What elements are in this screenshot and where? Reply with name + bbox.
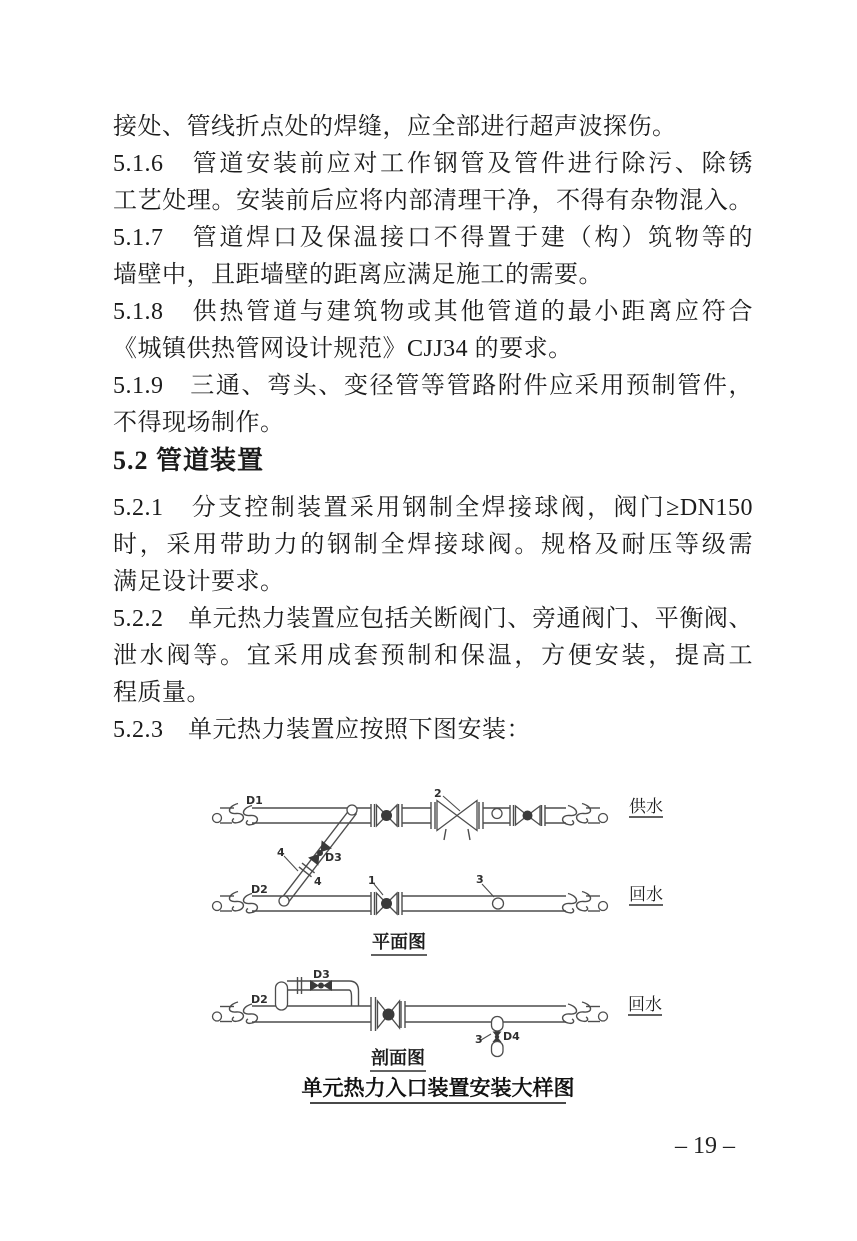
return-pipe <box>213 892 608 913</box>
section-return-pipe <box>213 1002 608 1023</box>
callout-1: 1 <box>368 874 376 887</box>
instrument-port-symbol <box>492 809 502 819</box>
pipe-break-symbol <box>563 1002 608 1023</box>
diagram-title: 单元热力入口装置安装大样图 <box>301 1076 575 1100</box>
text-line: 5.2.3 单元热力装置应按照下图安装： <box>113 717 531 743</box>
return-water-label: 回水 <box>629 885 663 904</box>
section-view-caption: 剖面图 <box>371 1048 425 1068</box>
bypass-pipe <box>279 805 357 906</box>
callout-4: 4 <box>314 875 322 888</box>
text-line: 程质量。 <box>113 680 211 706</box>
page-number: – 19 – <box>675 1133 735 1159</box>
callout-2: 2 <box>434 787 442 800</box>
text-line: 5.2.2 单元热力装置应包括关断阀门、旁通阀门、平衡阀、 <box>113 606 753 632</box>
text-line: 5.1.8 供热管道与建筑物或其他管道的最小距离应符合 <box>113 299 753 325</box>
body-text <box>113 109 753 749</box>
ball-valve-symbol <box>371 892 402 915</box>
text-line: 5.1.7 管道焊口及保温接口不得置于建（构）筑物等的 <box>113 225 753 251</box>
plan-view-caption: 平面图 <box>372 932 426 952</box>
text-line: 5.1.9 三通、弯头、变径管等管路附件应采用预制管件， <box>113 373 753 399</box>
callout-4: 4 <box>277 846 285 859</box>
gate-valve-symbol <box>431 801 483 841</box>
pipe-break-symbol <box>563 804 608 825</box>
pipe-label-d1: D1 <box>246 794 263 807</box>
text-line: 《城镇供热管网设计规范》CJJ34 的要求。 <box>113 336 573 362</box>
supply-pipe <box>213 804 608 825</box>
text-line: 5.2.1 分支控制装置采用钢制全焊接球阀，阀门≥DN150 <box>113 495 753 521</box>
section-bypass-loop <box>276 977 359 1010</box>
drain-port-symbol <box>493 898 504 909</box>
ball-valve-symbol <box>371 804 402 827</box>
text-line: 接处、管线折点处的焊缝，应全部进行超声波探伤。 <box>113 114 677 140</box>
pipe-label-d2: D2 <box>251 883 268 896</box>
text-line: 时，采用带助力的钢制全焊接球阀。规格及耐压等级需 <box>113 532 753 558</box>
section-heading: 5.2 管道装置 <box>113 446 265 475</box>
callout-3: 3 <box>475 1033 483 1046</box>
pipe-break-symbol <box>563 892 608 913</box>
drain-assembly <box>492 1017 504 1057</box>
text-line: 不得现场制作。 <box>113 410 285 436</box>
text-line: 墙壁中，且距墙壁的距离应满足施工的需要。 <box>113 262 603 288</box>
plan-view <box>213 787 664 955</box>
supply-water-label: 供水 <box>629 797 663 816</box>
section-view <box>213 968 663 1071</box>
pipe-label-d4: D4 <box>503 1030 520 1043</box>
ball-valve-symbol <box>371 997 405 1031</box>
installation-diagram <box>0 768 857 1113</box>
pipe-label-d2: D2 <box>251 993 268 1006</box>
ball-valve-symbol <box>510 805 545 826</box>
pipe-label-d3: D3 <box>313 968 330 981</box>
text-line: 工艺处理。安装前后应将内部清理干净，不得有杂物混入。 <box>113 188 753 214</box>
pipe-label-d3: D3 <box>325 851 342 864</box>
text-line: 泄水阀等。宜采用成套预制和保温，方便安装，提高工 <box>113 643 753 669</box>
text-line: 满足设计要求。 <box>113 569 285 595</box>
callout-3: 3 <box>476 873 484 886</box>
return-water-label: 回水 <box>628 995 662 1014</box>
text-line: 5.1.6 管道安装前应对工作钢管及管件进行除污、除锈 <box>113 151 753 177</box>
